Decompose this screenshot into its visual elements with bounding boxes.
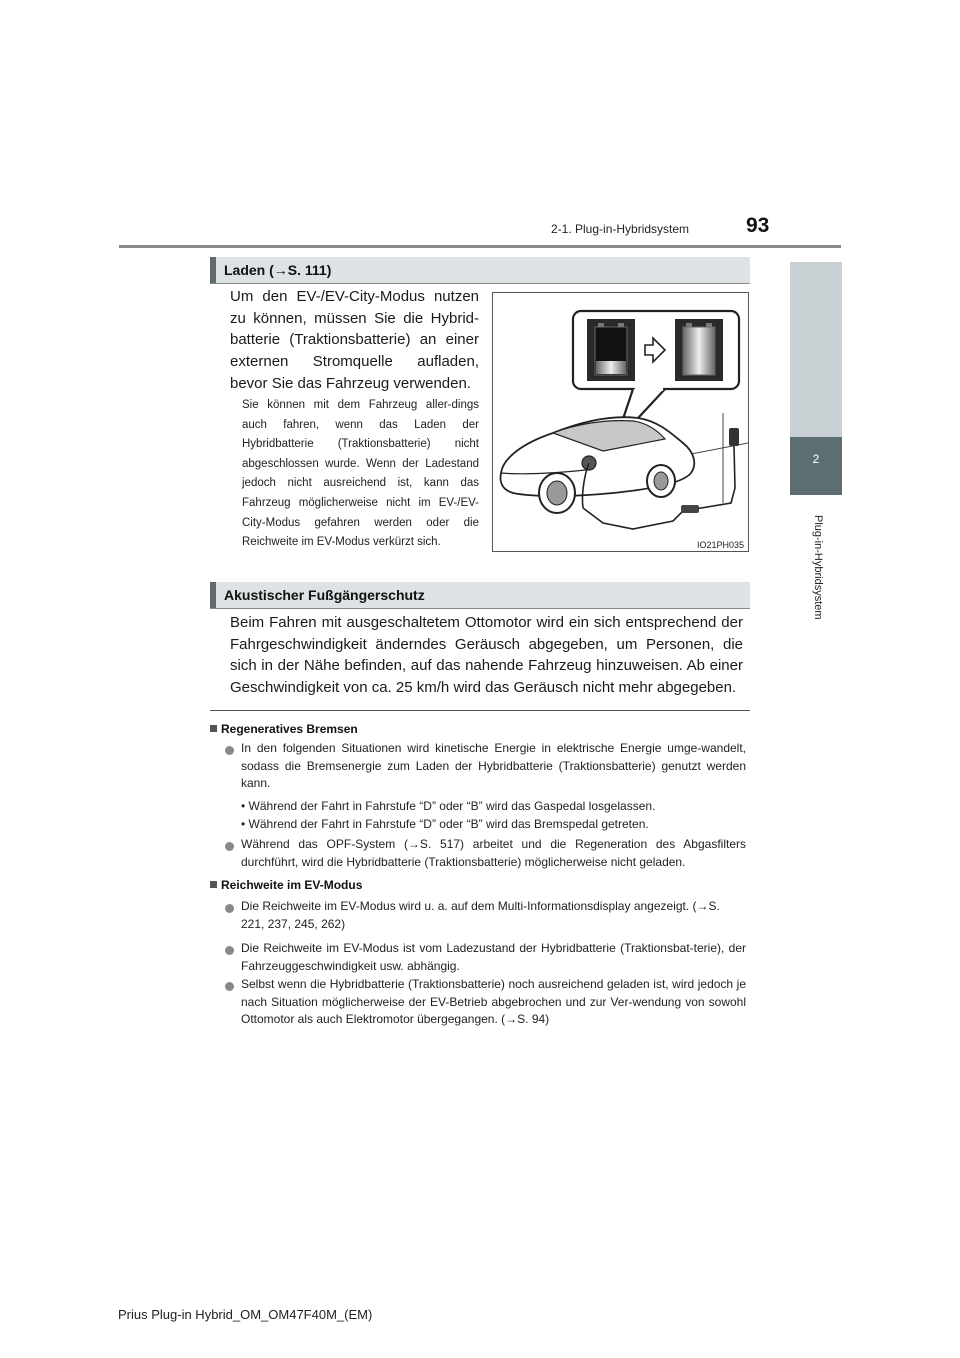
header-divider xyxy=(119,245,841,248)
charging-illustration xyxy=(492,292,749,552)
ev-range-bullet-1: Die Reichweite im EV-Modus wird u. a. auf dem Multi-Informationsdisplay angezeigt. (→S. 221, 237, 245, 262) xyxy=(241,899,720,931)
section-heading-charging: Laden (→S. 111) xyxy=(210,257,750,283)
circle-bullet-icon xyxy=(225,982,234,991)
regen-bullet-1: In den folgenden Situationen wird kinetische Energie in elektrische Energie umge-wandelt, sodass die Bremsenergie zum Laden der Hybridbatterie (Traktionsbatterie) genutzt werden kann. xyxy=(241,741,746,790)
charging-note: Sie können mit dem Fahrzeug aller-dings auch fahren, wenn das Laden der Hybridbatterie (Traktionsbatterie) nicht abgeschlossen wurde. Wenn der Ladestand jedoch nicht ausreichend ist, kann das Fahrzeug möglicherweise nicht im EV-/EV-City-Modus gefahren werden oder die Reichweite im EV-Modus verkürzt sich. xyxy=(242,399,479,549)
note-heading-ev-range-text: Reichweite im EV-Modus xyxy=(221,878,363,892)
notes-divider xyxy=(210,710,750,711)
circle-bullet-icon xyxy=(225,946,234,955)
regen-sub-item-2: • Während der Fahrt in Fahrstufe “D” oder “B” wird das Bremspedal getreten. xyxy=(241,817,649,831)
regen-bullet-2: Während das OPF-System (→S. 517) arbeitet und die Regeneration des Abgasfilters durchführt, wird die Hybridbatterie (Traktionsbatterie) möglicherweise nicht geladen. xyxy=(241,837,746,869)
square-bullet-icon xyxy=(210,725,217,732)
side-tab-background xyxy=(790,262,842,437)
page-number: 93 xyxy=(746,214,770,237)
section-heading-pedestrian-alert: Akustischer Fußgängerschutz xyxy=(210,582,750,608)
charging-paragraph: Um den EV-/EV-City-Modus nutzen zu können, müssen Sie die Hybrid-batterie (Traktionsbatterie) an einer externen Stromquelle aufladen, bevor Sie das Fahrzeug verwenden. xyxy=(230,288,479,392)
ev-range-bullet-3: Selbst wenn die Hybridbatterie (Traktionsbatterie) noch ausreichend geladen ist, wird jedoch je nach Situation möglicherweise der EV-Betrieb abgebrochen und zur Ver-wendung von sowohl Ottomotor als auch Elektromotor übergegangen. (→S. 94) xyxy=(241,977,746,1026)
pedestrian-alert-paragraph: Beim Fahren mit ausgeschaltetem Ottomotor wird ein sich entsprechend der Fahrgeschwindigkeit änderndes Geräusch abgegeben, um Personen, die sich in der Nähe befinden, auf das nahende Fahrzeug hinzuweisen. Ab einer Geschwindigkeit von ca. 25 km/h wird das Geräusch nicht mehr abgegeben. xyxy=(230,614,743,697)
car-charging-drawing xyxy=(493,293,748,551)
header-section-title: 2-1. Plug-in-Hybridsystem xyxy=(551,222,690,236)
illustration-code: IO21PH035 xyxy=(696,540,744,550)
side-tab-chapter-number: 2 xyxy=(812,452,820,466)
note-heading-ev-range xyxy=(210,878,362,892)
side-tab-chapter-block xyxy=(790,437,842,495)
regen-sub-item-1: • Während der Fahrt in Fahrstufe “D” oder “B” wird das Gaspedal losgelassen. xyxy=(241,799,656,813)
note-heading-regen-text: Regeneratives Bremsen xyxy=(221,722,358,736)
note-heading-regen xyxy=(210,722,358,736)
footer-document-id: Prius Plug-in Hybrid_OM_OM47F40M_(EM) xyxy=(118,1307,373,1322)
side-tab-chapter-label: Plug-in-Hybridsystem xyxy=(812,515,824,620)
ev-range-bullet-2: Die Reichweite im EV-Modus ist vom Ladezustand der Hybridbatterie (Traktionsbat-terie), der Fahrzeuggeschwindigkeit usw. abhängig. xyxy=(241,941,746,973)
square-bullet-icon xyxy=(210,881,217,888)
circle-bullet-icon xyxy=(225,842,234,851)
circle-bullet-icon xyxy=(225,746,234,755)
circle-bullet-icon xyxy=(225,904,234,913)
